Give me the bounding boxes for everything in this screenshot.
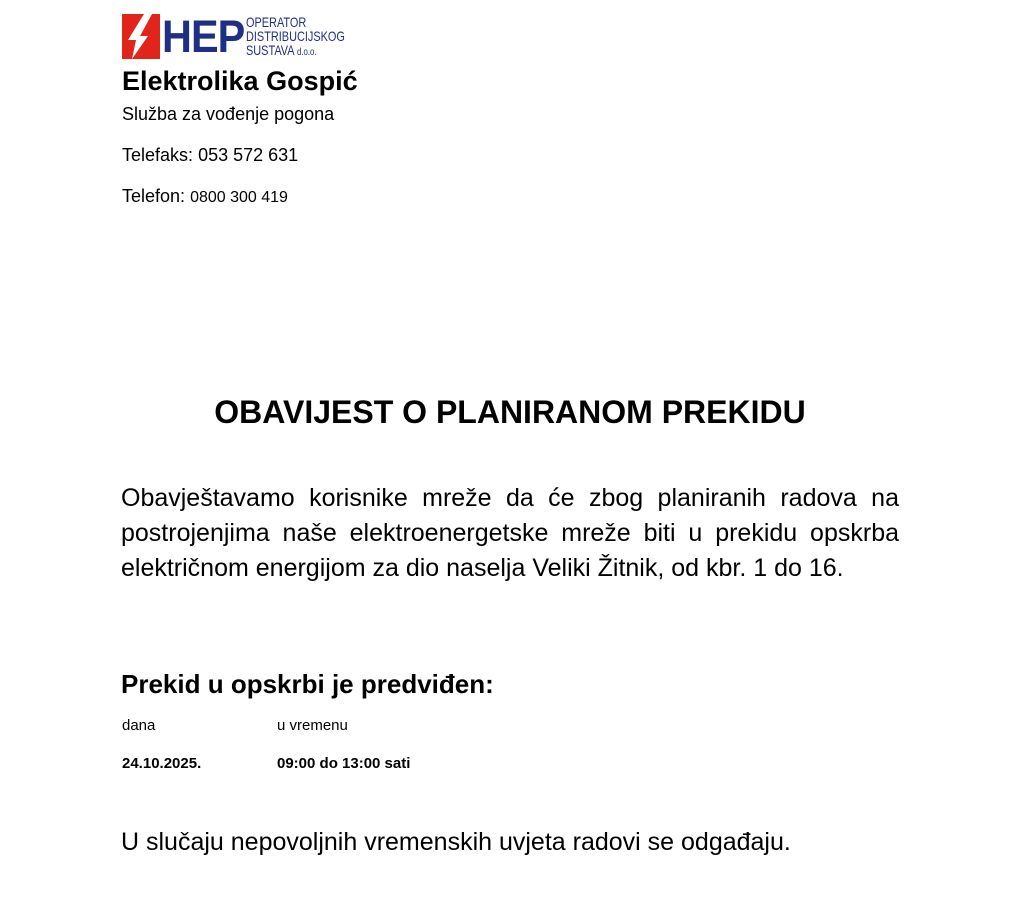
notice-paragraph: Obavještavamo korisnike mreže da će zbog planiranih radova na postrojenjima naše elektroenergetske mreže biti u prekidu opskrba električnom energijom za dio naselja Veliki Žitnik, od kbr. 1 do 16. (121, 484, 899, 582)
weather-note: U slučaju nepovoljnih vremenskih uvjeta radovi se odgađaju. (121, 828, 791, 856)
schedule-heading: Prekid u opskrbi je predviđen: (121, 669, 494, 699)
fax-label: Telefaks: (122, 145, 194, 165)
logo-line-1: OPERATOR (246, 14, 307, 30)
hep-logo (122, 11, 345, 62)
phone-number: 0800 300 419 (190, 189, 288, 206)
hep-lightning-icon (122, 14, 160, 59)
schedule-date-value: 24.10.2025. (122, 755, 202, 772)
schedule-date-label: dana (122, 717, 156, 734)
phone-line (122, 185, 288, 209)
logo-brand: HEP (162, 11, 245, 62)
logo-suffix: d.o.o. (296, 47, 317, 58)
logo-line-3 (246, 43, 345, 60)
schedule-time-value: 09:00 do 13:00 sati (277, 755, 411, 772)
logo-line-3-text: SUSTAVA (246, 42, 294, 58)
service-name: Služba za vođenje pogona (122, 104, 335, 124)
logo-line-2: DISTRIBUCIJSKOG (246, 28, 345, 44)
logo-subtitle (246, 15, 345, 60)
phone-label: Telefon: (122, 186, 186, 206)
org-name: Elektrolika Gospić (122, 66, 358, 96)
fax-line (122, 144, 298, 166)
notice-title: OBAVIJEST O PLANIRANOM PREKIDU (214, 394, 806, 430)
fax-number: 053 572 631 (198, 145, 299, 165)
schedule-time-label: u vremenu (277, 717, 348, 734)
